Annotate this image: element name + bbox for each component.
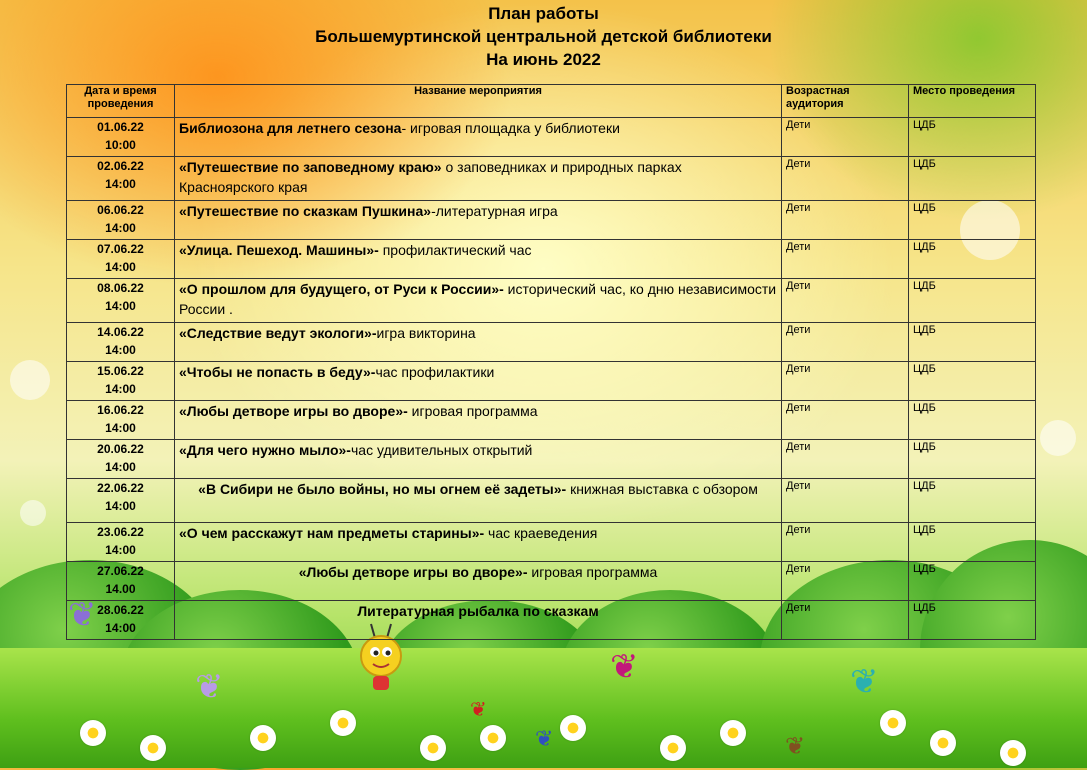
event-datetime (67, 440, 175, 479)
event-time: 14:00 (105, 260, 136, 274)
event-time: 14:00 (105, 421, 136, 435)
event-audience: Дети (782, 601, 909, 640)
event-date: 23.06.22 (97, 525, 144, 539)
column-header-date: Дата и время проведения (67, 85, 175, 118)
event-time: 14:00 (105, 221, 136, 235)
table-row (67, 279, 1036, 323)
event-datetime (67, 240, 175, 279)
event-description: профилактический час (378, 242, 532, 258)
flower-icon (330, 710, 356, 736)
event-time: 14.00 (105, 582, 136, 596)
event-description: исторический час, ко дню независимости России . (179, 281, 777, 317)
event-place: ЦДБ (909, 440, 1036, 479)
event-place: ЦДБ (909, 479, 1036, 523)
event-place: ЦДБ (909, 562, 1036, 601)
event-name (175, 240, 782, 279)
event-title: «В Сибири не было войны, но мы огнем её задеты»- (198, 481, 567, 497)
event-title: «Чтобы не попасть в беду»- (179, 364, 376, 380)
event-name (175, 201, 782, 240)
event-audience: Дети (782, 362, 909, 401)
event-description: -литературная игра (431, 203, 558, 219)
event-date: 15.06.22 (97, 364, 144, 378)
flower-icon (720, 720, 746, 746)
event-date: 08.06.22 (97, 281, 144, 295)
event-name (175, 323, 782, 362)
event-date: 20.06.22 (97, 442, 144, 456)
event-name (175, 440, 782, 479)
table-row (67, 323, 1036, 362)
event-audience: Дети (782, 523, 909, 562)
event-time: 14:00 (105, 543, 136, 557)
event-datetime (67, 479, 175, 523)
event-title: «О чем расскажут нам предметы старины»- (179, 525, 485, 541)
butterfly-icon: ❦ (535, 726, 554, 751)
event-audience: Дети (782, 118, 909, 157)
event-date: 14.06.22 (97, 325, 144, 339)
event-name (175, 562, 782, 601)
event-name (175, 601, 782, 640)
table-row (67, 401, 1036, 440)
event-datetime (67, 279, 175, 323)
event-name (175, 157, 782, 201)
butterfly-icon: ❦ (850, 663, 879, 701)
event-description: книжная выставка с обзором (566, 481, 758, 497)
flower-icon (480, 725, 506, 751)
event-title: «Для чего нужно мыло»- (179, 442, 351, 458)
event-date: 16.06.22 (97, 403, 144, 417)
flower-icon (660, 735, 686, 761)
table-row (67, 440, 1036, 479)
butterfly-icon: ❦ (610, 648, 639, 686)
flower-icon (420, 735, 446, 761)
event-datetime (67, 157, 175, 201)
event-title: «Любы детворе игры во дворе»- (298, 564, 528, 580)
table-row (67, 118, 1036, 157)
event-place: ЦДБ (909, 401, 1036, 440)
event-audience: Дети (782, 323, 909, 362)
event-description: игровая программа (527, 564, 658, 580)
event-time: 14:00 (105, 343, 136, 357)
event-date: 22.06.22 (97, 481, 144, 495)
event-place: ЦДБ (909, 362, 1036, 401)
column-header-audience: Возрастная аудитория (782, 85, 909, 118)
flower-icon (250, 725, 276, 751)
table-row (67, 562, 1036, 601)
event-time: 10:00 (105, 138, 136, 152)
event-audience: Дети (782, 440, 909, 479)
event-audience: Дети (782, 279, 909, 323)
event-datetime (67, 323, 175, 362)
event-place: ЦДБ (909, 157, 1036, 201)
event-name (175, 479, 782, 523)
flower-icon (560, 715, 586, 741)
document-title: План работы (488, 4, 599, 23)
event-datetime (67, 523, 175, 562)
table-row (67, 201, 1036, 240)
event-description: - игровая площадка у библиотеки (401, 120, 620, 136)
event-time: 14:00 (105, 460, 136, 474)
event-title: «О прошлом для будущего, от Руси к России»- (179, 281, 504, 297)
event-time: 14:00 (105, 382, 136, 396)
library-name: Большемуртинской центральной детской библиотеки (315, 27, 772, 46)
table-row (67, 523, 1036, 562)
event-name (175, 279, 782, 323)
event-title: Библиозона для летнего сезона (179, 120, 402, 136)
event-date: 27.06.22 (97, 564, 144, 578)
butterfly-icon: ❦ (470, 699, 487, 721)
event-audience: Дети (782, 201, 909, 240)
table-row (67, 479, 1036, 523)
flower-icon (80, 720, 106, 746)
event-name (175, 362, 782, 401)
flower-icon (880, 710, 906, 736)
column-header-place: Место проведения (909, 85, 1036, 118)
event-description: час профилактики (375, 364, 495, 380)
event-time: 14:00 (105, 299, 136, 313)
event-name (175, 118, 782, 157)
event-title: «Путешествие по сказкам Пушкина» (179, 203, 432, 219)
event-description: час удивительных открытий (350, 442, 533, 458)
event-date: 07.06.22 (97, 242, 144, 256)
flower-icon (140, 735, 166, 761)
event-title: «Путешествие по заповедному краю» (179, 159, 442, 175)
event-datetime (67, 362, 175, 401)
event-datetime (67, 401, 175, 440)
event-time: 14:00 (105, 621, 136, 635)
table-row (67, 240, 1036, 279)
event-place: ЦДБ (909, 201, 1036, 240)
event-time: 14:00 (105, 499, 136, 513)
table-row (67, 362, 1036, 401)
bokeh-light (1040, 420, 1076, 456)
events-table (66, 84, 1036, 640)
event-place: ЦДБ (909, 601, 1036, 640)
flower-icon (1000, 740, 1026, 766)
event-date: 01.06.22 (97, 120, 144, 134)
event-datetime (67, 601, 175, 640)
butterfly-icon: ❦ (195, 668, 224, 706)
event-place: ЦДБ (909, 523, 1036, 562)
event-audience: Дети (782, 479, 909, 523)
event-description: о заповедниках и природных парках Красноярского края (179, 159, 682, 195)
event-time: 14:00 (105, 177, 136, 191)
event-date: 02.06.22 (97, 159, 144, 173)
event-title: «Улица. Пешеход. Машины»- (179, 242, 379, 258)
column-header-name: Название мероприятия (175, 85, 782, 118)
event-audience: Дети (782, 401, 909, 440)
flower-icon (930, 730, 956, 756)
event-name (175, 523, 782, 562)
document-header (0, 2, 1087, 71)
event-name (175, 401, 782, 440)
event-description: час краеведения (484, 525, 598, 541)
event-place: ЦДБ (909, 279, 1036, 323)
bokeh-light (20, 500, 46, 526)
event-audience: Дети (782, 157, 909, 201)
table-header-row (67, 85, 1036, 118)
event-date: 06.06.22 (97, 203, 144, 217)
event-datetime (67, 201, 175, 240)
table-row (67, 157, 1036, 201)
bokeh-light (10, 360, 50, 400)
event-title: «Следствие ведут экологи»- (179, 325, 377, 341)
event-place: ЦДБ (909, 323, 1036, 362)
event-title: Литературная рыбалка по сказкам (357, 603, 599, 619)
event-description: игровая программа (407, 403, 538, 419)
butterfly-icon: ❦ (785, 733, 806, 760)
event-date: 28.06.22 (97, 603, 144, 617)
butterfly-icon: ❦ (68, 596, 97, 634)
event-description: игра викторина (376, 325, 476, 341)
event-audience: Дети (782, 562, 909, 601)
event-place: ЦДБ (909, 240, 1036, 279)
event-datetime (67, 562, 175, 601)
event-datetime (67, 118, 175, 157)
event-title: «Любы детворе игры во дворе»- (179, 403, 408, 419)
event-place: ЦДБ (909, 118, 1036, 157)
table-row (67, 601, 1036, 640)
period-title: На июнь 2022 (486, 50, 601, 69)
event-audience: Дети (782, 240, 909, 279)
